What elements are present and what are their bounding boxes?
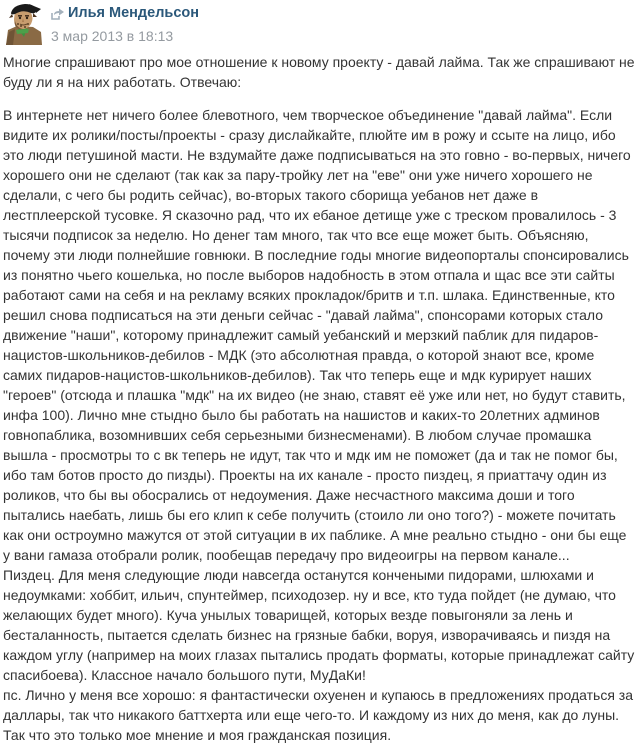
post-main-paragraph <box>3 105 635 745</box>
post-body-part-1: В интернете нет ничего более блевотного, чем творческое объединение "давай лайма". Если видите их ролики/посты/проекты - сразу дислайкайте, плюйте им в рожу и ссыте на лицо, ибо это люди петушиной масти. Не вздумайте даже подписываться на это говно - во-первых, ничего хорошего они не сделают (так как за пару-тройку лет на "еве" они уже ничего хорошего не сделали, с чего бы родить сейчас), во-вторых такого сборища уебанов нет даже в лестплеерской тусовке. Я сказочно рад, что их ебаное детище уже с треском провалилось - 3 тысячи подписок за неделю. Но денег там много, так что все еще может быть. Объясняю, почему эти люди полнейшие говнюки. В последние годы многие видеопорталы спонсировались из понятно чьего кошелька, но после выборов надобность в этом отпала и щас все эти сайты работают сами на себя и на рекламу всяких прокладок/бритв и т.п. шлака. Единственные, кто решил снова подписаться на эти деньги сейчас - "давай лайма", спонсорами которых стало движение "наши", которому принадлежит самый уебанский и мерзкий паблик для пидаров-нацистов-школьников-дебилов - МДК (это абсолютная правда, о которой знают все, кроме самих пидаров-нацистов-школьников-дебилов). Так что теперь еще и мдк курирует наших "героев" (отсюда и плашка "мдк" на их видео (не знаю, ставят её уже или нет, но будут ставить, инфа 100). Лично мне стыдно было бы работать на нашистов и каких-то 20летних админов говнопаблика, возомнивших себя серьезными бизнесменами). В любом случае промашка вышла - просмотры то с вк теперь не идут, так что и мдк им не поможет (да и так не помог бы, ибо там ботов просто до пизды). Проекты на их канале - просто пиздец, я приаттачу один из роликов, что бы вы обосрались от недоумения. Даже несчастного максима доши и того пытались наебать, лишь бы его клип к себе получить (стоило ли оно того?) - можете почитать как они остроумно мажутся от этой ситуации в их паблике. А мне реально стыдно - они бы еще у вани гамаза отобрали ролик, пообещав передачу про видеоигры на первом канале... <box>3 107 631 563</box>
post-intro-paragraph: Многие спрашивают про мое отношение к новому проекту - давай лайма. Так же спрашивают не буду ли я на них работать. Отвечаю: <box>3 54 635 90</box>
avatar[interactable] <box>3 3 45 45</box>
post-header-text <box>51 3 199 44</box>
post-body-part-2: Пиздец. Для меня следующие люди навсегда останутся кончеными пидорами, шлюхами и недоумками: хоббит, ильич, спунтеймер, психодозер. ну и все, кто туда пойдет (не думаю, что желающих будет много). Куча унылых товарищей, которых везде повыгоняли за лень и бесталанность, пытается сделать бизнес на грязные бабки, воруя, изворачиваясь и пиздя на каждом углу (например на моих глазах пытались продать форматы, которые принадлежат сайту спасибоева). Классное начало большого пути, МуДаКи! <box>3 567 635 683</box>
post-body-part-3: пс. Лично у меня все хорошо: я фантастически охуенен и купаюсь в предложениях продаться за даллары, так что никакого баттхерта или еще чего-то. И каждому из них до меня, как до луны. Так что это только мое мнение и моя гражданская позиция. <box>3 687 634 743</box>
post-date-link[interactable]: 3 мар 2013 в 18:13 <box>51 28 174 44</box>
cartoon-man-avatar-image <box>3 3 45 45</box>
repost-arrow-icon <box>51 7 64 19</box>
author-link[interactable]: Илья Мендельсон <box>68 5 200 21</box>
post-header <box>3 3 635 45</box>
post-text <box>3 52 635 745</box>
author-row <box>51 4 199 22</box>
